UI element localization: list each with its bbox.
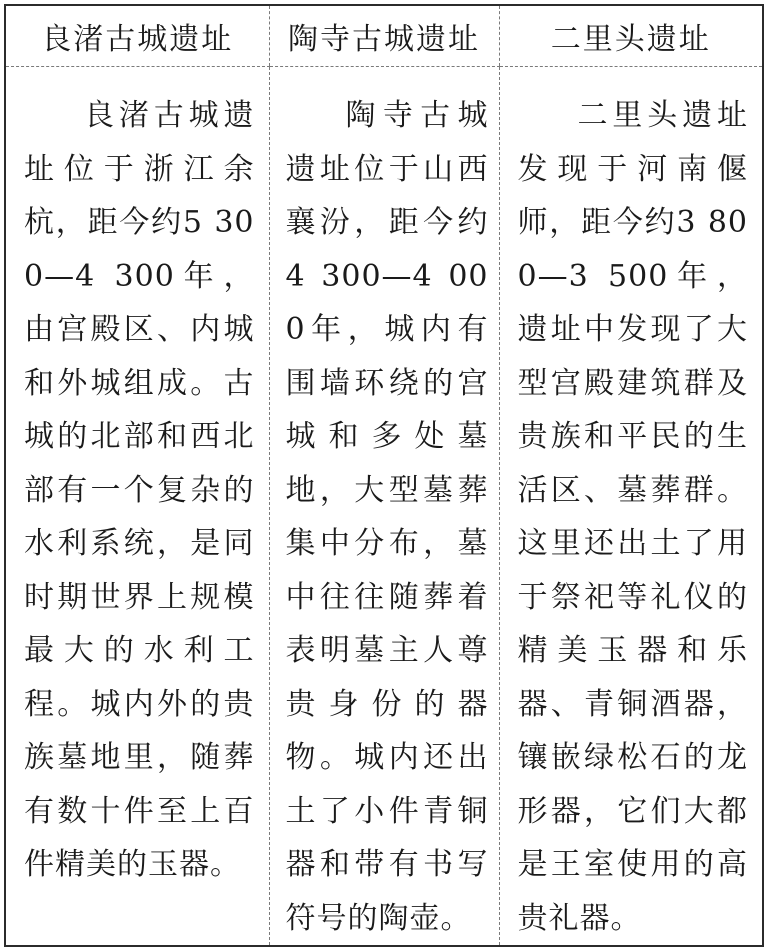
header-erlitou: 二里头遗址 xyxy=(499,5,763,67)
content-row xyxy=(5,67,763,947)
sites-comparison-table xyxy=(4,4,764,947)
header-taosi: 陶寺古城遗址 xyxy=(269,5,499,67)
header-row xyxy=(5,5,763,67)
cell-liangzhu-description: 良渚古城遗址位于浙江余杭，距今约5 300—4 300年，由宫殿区、内城和外城组成。古城的北部和西北部有一个复杂的水利系统，是同时期世界上规模最大的水利工程。城内外的贵族墓地里，随葬有数十件至上百件精美的玉器。 xyxy=(24,98,255,882)
cell-erlitou-description: 二里头遗址发现于河南偃师，距今约3 800—3 500年，遗址中发现了大型宫殿建筑群及贵族和平民的生活区、墓葬群。这里还出土了用于祭祀等礼仪的精美玉器和乐器、青铜酒器，镶嵌绿松石的龙形器，它们大都是王室使用的高贵礼器。 xyxy=(499,67,763,947)
cell-taosi-description: 陶寺古城遗址位于山西襄汾，距今约4 300—4 000年，城内有围墙环绕的宫城和多处墓地，大型墓葬集中分布，墓中往往随葬着表明墓主人尊贵身份的器物。城内还出土了小件青铜器和带有书写符号的陶壶。 xyxy=(269,67,499,947)
header-liangzhu: 良渚古城遗址 xyxy=(5,5,269,67)
